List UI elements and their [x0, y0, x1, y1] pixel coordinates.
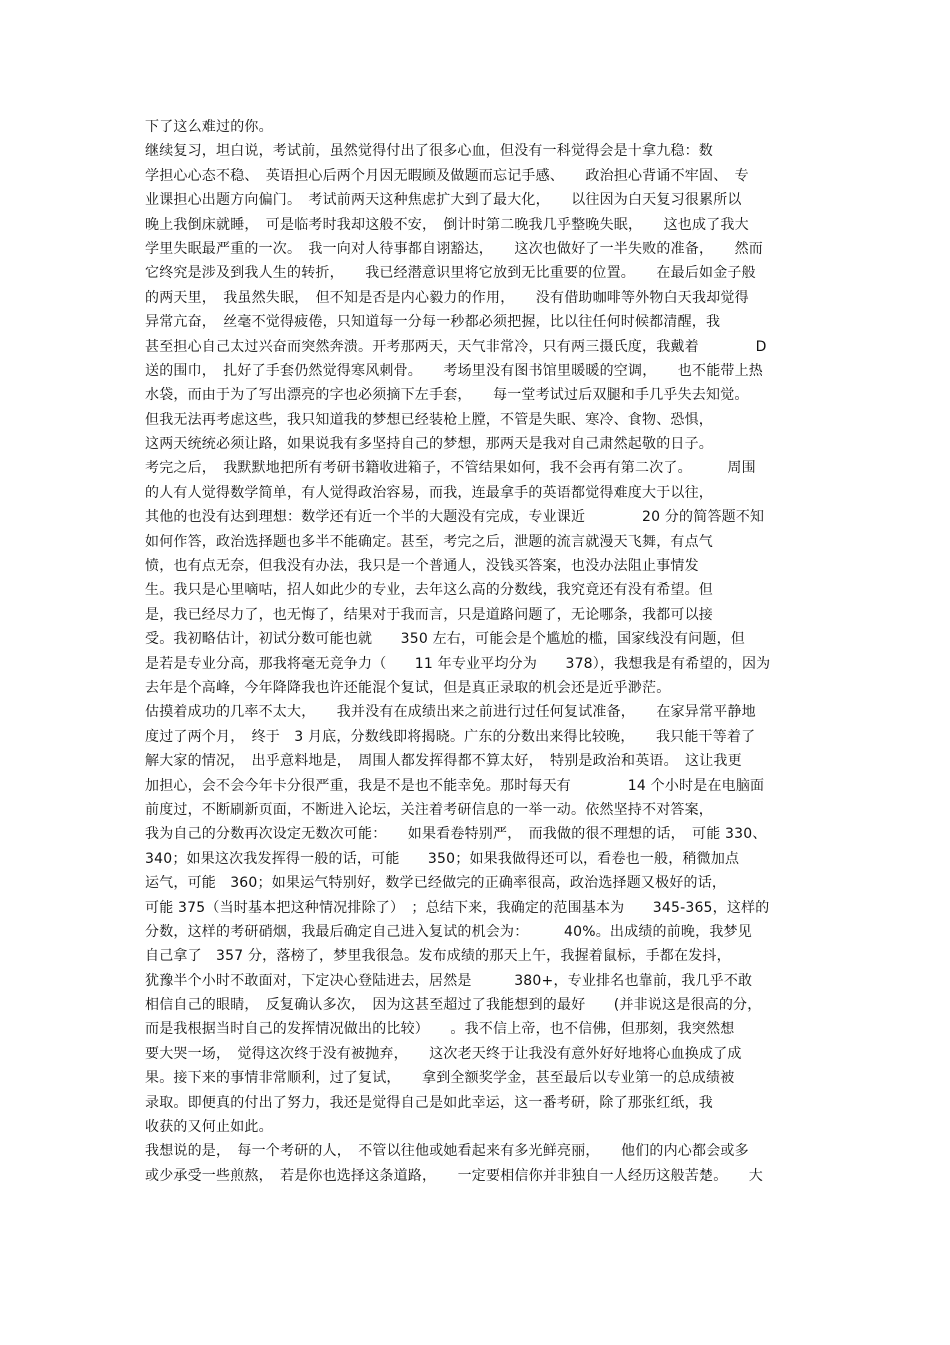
text-line: 送的围巾， 扎好了手套仍然觉得寒风刺骨。 考场里没有图书馆里暖暖的空调， 也不能带上热: [145, 362, 763, 379]
text-line: 自己拿了 357 分，落榜了，梦里我很急。发布成绩的那天上午，我握着鼠标，手都在发抖，: [145, 948, 731, 965]
text-line: 继续复习，坦白说，考试前，虽然觉得付出了很多心血，但没有一科觉得会是十拿九稳：数: [145, 143, 713, 160]
text-line: 度过了两个月， 终于 3 月底，分数线即将揭晓。广东的分数出来得比较晚， 我只能干等着了: [145, 728, 756, 745]
text-line: 这两天统统必须让路，如果说我有多坚持自己的梦想，那两天是我对自己肃然起敬的日子。: [145, 436, 713, 453]
text-line: 如何作答，政治选择题也多半不能确定。甚至，考完之后，泄题的流言就漫天飞舞，有点气: [145, 533, 713, 550]
text-line: 愤，也有点无奈，但我没有办法，我只是一个普通人，没钱买答案，也没办法阻止事情发: [145, 558, 699, 575]
text-line: 受。我初略估计，初试分数可能也就 350 左右，可能会是个尴尬的槛，国家线没有问题，但: [145, 631, 745, 648]
text-line: 录取。即便真的付出了努力，我还是觉得自己是如此幸运，这一番考研，除了那张红纸，我: [145, 1094, 713, 1111]
text-line: 而是我根据当时自己的发挥情况做出的比较） 。我不信上帝，也不信佛，但那刻，我突然想: [145, 1021, 735, 1038]
text-line: 学里失眠最严重的一次。 我一向对人待事都自诩豁达， 这次也做好了一半失败的准备， 然而: [145, 240, 763, 257]
text-line: 晚上我倒床就睡， 可是临考时我却这般不安， 倒计时第二晚我几乎整晚失眠， 这也成了我大: [145, 216, 749, 233]
text-line: 分数，这样的考研硝烟，我最后确定自己进入复试的机会为： 40%。出成绩的前晚，我梦见: [145, 923, 752, 940]
text-line: 甚至担心自己太过兴奋而突然奔溃。开考那两天，天气非常冷，只有两三摄氏度，我戴着 D: [145, 338, 767, 355]
text-line: 相信自己的眼睛， 反复确认多次， 因为这甚至超过了我能想到的最好 (并非说这是很高的分，: [145, 997, 762, 1014]
text-line: 学担心心态不稳、 英语担心后两个月因无暇顾及做题而忘记手感、 政治担心背诵不牢固、 专: [145, 167, 749, 184]
text-line: 业课担心出题方向偏门。 考试前两天这种焦虑扩大到了最大化， 以往因为白天复习很累所以: [145, 192, 742, 209]
text-line: 考完之后， 我默默地把所有考研书籍收进箱子，不管结果如何，我不会再有第二次了。 周围: [145, 460, 756, 477]
text-line: 下了这么难过的你。: [145, 119, 273, 135]
text-line: 是，我已经尽力了，也无悔了，结果对于我而言，只是道路问题了，无论哪条，我都可以接: [145, 606, 713, 623]
text-line: 生。我只是心里嘀咕，招人如此少的专业，去年这么高的分数线，我究竟还有没有希望。但: [145, 582, 713, 599]
text-line: 340；如果这次我发挥得一般的话，可能 350；如果我做得还可以，看卷也一般，稍微加点: [145, 850, 740, 867]
text-line: 估摸着成功的几率不太大， 我并没有在成绩出来之前进行过任何复试准备， 在家异常平静地: [145, 704, 756, 721]
text-line: 水袋，而由于为了写出漂亮的字也必须摘下左手套， 每一堂考试过后双腿和手几乎失去知觉。: [145, 387, 749, 404]
text-line: 我想说的是， 每一个考研的人， 不管以往他或她看起来有多光鲜亮丽， 他们的内心都会或多: [145, 1143, 749, 1160]
text-line: 犹豫半个小时不敢面对，下定决心登陆进去，居然是 380+，专业排名也靠前，我几乎不敢: [145, 972, 753, 989]
text-line: 是若是专业分高，那我将毫无竞争力（ 11 年专业平均分为 378），我想我是有希望的，因为: [145, 655, 771, 672]
text-line: 解大家的情况， 出乎意料地是， 周围人都发挥得都不算太好， 特别是政治和英语。 这让我更: [145, 753, 742, 770]
text-line: 前度过，不断刷新页面，不断进入论坛，关注着考研信息的一举一动。依然坚持不对答案，: [145, 801, 713, 818]
text-line: 运气，可能 360；如果运气特别好，数学已经做完的正确率很高，政治选择题又极好的话，: [145, 875, 727, 892]
body-text: [145, 115, 810, 1188]
text-line: 去年是个高峰，今年降降我也许还能混个复试，但是真正录取的机会还是近乎渺茫。: [145, 679, 671, 696]
text-line: 加担心，会不会今年卡分很严重，我是不是也不能幸免。那时每天有 14 个小时是在电脑面: [145, 777, 765, 794]
text-line: 的人有人觉得数学简单，有人觉得政治容易，而我，连最拿手的英语都觉得难度大于以往，: [145, 484, 713, 501]
text-line: 我为自己的分数再次设定无数次可能： 如果看卷特别严， 而我做的很不理想的话， 可能 330、: [145, 826, 767, 843]
text-line: 或少承受一些煎熬， 若是你也选择这条道路， 一定要相信你并非独自一人经历这般苦楚。 大: [145, 1167, 763, 1184]
text-line: 果。接下来的事情非常顺利，过了复试， 拿到全额奖学金，甚至最后以专业第一的总成绩被: [145, 1070, 735, 1087]
text-line: 它终究是涉及到我人生的转折， 我已经潜意识里将它放到无比重要的位置。 在最后如金子般: [145, 265, 756, 282]
text-line: 其他的也没有达到理想：数学还有近一个半的大题没有完成，专业课近 20 分的简答题不知: [145, 509, 765, 526]
text-line: 但我无法再考虑这些，我只知道我的梦想已经装枪上膛，不管是失眠、寒冷、食物、恐惧，: [145, 411, 713, 428]
text-line: 要大哭一场， 觉得这次终于没有被抛弃， 这次老天终于让我没有意外好好地将心血换成了成: [145, 1045, 742, 1062]
text-line: 异常亢奋， 丝毫不觉得疲倦，只知道每一分每一秒都必须把握，比以往任何时候都清醒，我: [145, 314, 721, 331]
text-line: 的两天里， 我虽然失眠， 但不知是否是内心毅力的作用， 没有借助咖啡等外物白天我却觉得: [145, 289, 749, 306]
text-line: 收获的又何止如此。: [145, 1119, 273, 1136]
text-line: 可能 375（当时基本把这种情况排除了） ；总结下来，我确定的范围基本为 345-365，这样的: [145, 899, 770, 916]
